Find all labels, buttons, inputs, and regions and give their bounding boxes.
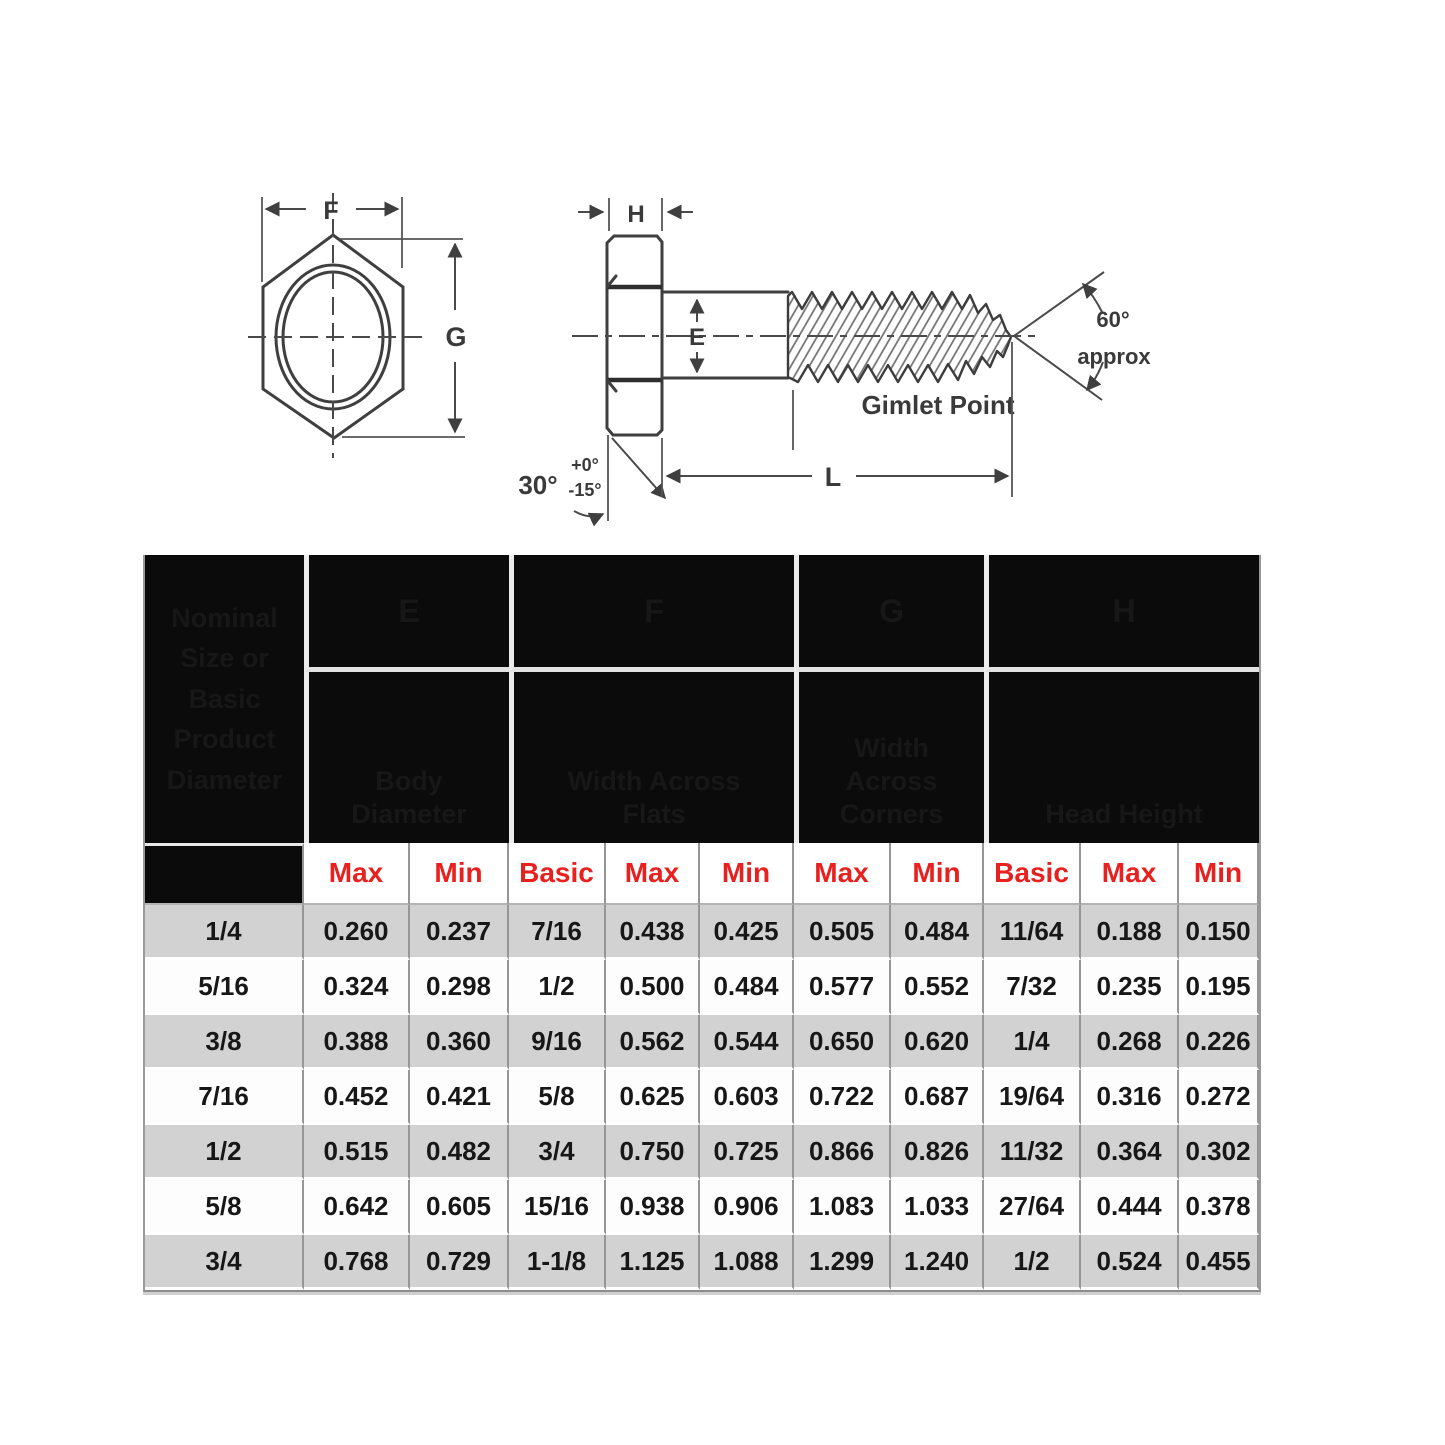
cell-value: 0.237 [410,905,509,960]
cell-value: 0.605 [410,1180,509,1235]
cell-value: 0.650 [794,1015,891,1070]
drawing-canvas [0,0,1445,548]
table-row [145,960,1259,1015]
cell-value: 9/16 [509,1015,606,1070]
cell-value: 0.444 [1081,1180,1179,1235]
cell-value: 0.729 [410,1235,509,1290]
cell-value: 0.378 [1179,1180,1259,1235]
label-60deg: 60° [1096,307,1130,332]
cell-value: 0.552 [891,960,984,1015]
lag-screw-dimension-table [143,555,1261,1292]
cell-value: 0.324 [304,960,410,1015]
cell-value: 0.302 [1179,1125,1259,1180]
cell-value: 0.562 [606,1015,700,1070]
cell-value: 0.195 [1179,960,1259,1015]
table-row [145,1125,1259,1180]
table-row [145,1015,1259,1070]
subheader-f-max: Max [606,843,700,905]
subheader-g-max: Max [794,843,891,905]
corner-header: Nominal Size or Basic Product Diameter [145,555,304,843]
cell-value: 0.768 [304,1235,410,1290]
cell-value: 1.125 [606,1235,700,1290]
cell-value: 11/64 [984,905,1081,960]
dim-H [578,198,693,231]
label-H: H [627,201,645,228]
lag-screw-drawing [0,0,1445,548]
cell-value: 0.620 [891,1015,984,1070]
group-name-width-across-corners: Width Across Corners [794,672,984,843]
label-F: F [323,197,339,225]
group-name-body-diameter: Body Diameter [304,672,509,843]
col-header-G: G [794,555,984,672]
cell-size: 5/16 [145,960,304,1015]
label-E: E [688,324,706,351]
subheader-h-min: Min [1179,843,1259,905]
cell-value: 1.299 [794,1235,891,1290]
cell-size: 3/8 [145,1015,304,1070]
label-tol-plus: +0° [571,455,599,475]
cell-size: 1/2 [145,1125,304,1180]
label-tol-minus: -15° [568,480,602,500]
cell-value: 3/4 [509,1125,606,1180]
cell-value: 7/32 [984,960,1081,1015]
cell-value: 0.188 [1081,905,1179,960]
cell-value: 0.826 [891,1125,984,1180]
cell-value: 0.316 [1081,1070,1179,1125]
cell-value: 0.750 [606,1125,700,1180]
cell-value: 0.226 [1179,1015,1259,1070]
cell-value: 0.235 [1081,960,1179,1015]
header-row-letters [145,555,1259,672]
cell-value: 0.544 [700,1015,794,1070]
cell-value: 7/16 [509,905,606,960]
label-approx: approx [1077,344,1151,369]
dim-E [689,300,705,372]
chamfer-30-callout [518,435,665,521]
subheader-h-basic: Basic [984,843,1081,905]
cell-value: 0.866 [794,1125,891,1180]
cell-value: 0.272 [1179,1070,1259,1125]
screw-side-view [518,198,1151,521]
cell-value: 0.722 [794,1070,891,1125]
cell-value: 0.452 [304,1070,410,1125]
subheader-blank [145,843,304,905]
cell-value: 0.260 [304,905,410,960]
label-G: G [445,322,467,352]
cell-value: 0.388 [304,1015,410,1070]
cell-size: 5/8 [145,1180,304,1235]
cell-value: 0.642 [304,1180,410,1235]
table-row [145,1070,1259,1125]
cell-value: 0.150 [1179,905,1259,960]
subheader-f-min: Min [700,843,794,905]
cell-value: 0.360 [410,1015,509,1070]
cell-value: 0.364 [1081,1125,1179,1180]
subheader-f-basic: Basic [509,843,606,905]
cell-value: 0.484 [891,905,984,960]
cell-value: 1.088 [700,1235,794,1290]
subheader-row [145,843,1259,905]
cell-value: 1/2 [984,1235,1081,1290]
col-header-E: E [304,555,509,672]
cell-size: 3/4 [145,1235,304,1290]
cell-value: 0.687 [891,1070,984,1125]
table-row [145,905,1259,960]
label-30deg: 30° [518,470,558,500]
cell-value: 0.603 [700,1070,794,1125]
group-name-width-across-flats: Width Across Flats [509,672,794,843]
cell-value: 0.577 [794,960,891,1015]
subheader-h-max: Max [1081,843,1179,905]
cell-value: 0.268 [1081,1015,1179,1070]
cell-value: 0.515 [304,1125,410,1180]
cell-value: 0.500 [606,960,700,1015]
subheader-e-min: Min [410,843,509,905]
cell-value: 19/64 [984,1070,1081,1125]
label-L: L [824,462,842,492]
cell-value: 0.725 [700,1125,794,1180]
label-gimlet-point: Gimlet Point [861,390,1015,420]
cell-value: 0.425 [700,905,794,960]
cell-value: 0.438 [606,905,700,960]
cell-value: 0.298 [410,960,509,1015]
cell-value: 0.505 [794,905,891,960]
table-row [145,1180,1259,1235]
cell-value: 0.906 [700,1180,794,1235]
cell-value: 27/64 [984,1180,1081,1235]
cell-size: 1/4 [145,905,304,960]
table-row [145,1235,1259,1290]
cell-value: 0.625 [606,1070,700,1125]
cell-value: 1-1/8 [509,1235,606,1290]
cell-value: 1.033 [891,1180,984,1235]
hex-head-front-view [248,193,467,458]
cell-value: 0.455 [1179,1235,1259,1290]
header-row-names [145,672,1259,843]
cell-value: 0.484 [700,960,794,1015]
col-header-F: F [509,555,794,672]
cell-value: 1/2 [509,960,606,1015]
cell-value: 1/4 [984,1015,1081,1070]
cell-value: 0.482 [410,1125,509,1180]
cell-value: 11/32 [984,1125,1081,1180]
cell-value: 15/16 [509,1180,606,1235]
cell-value: 1.240 [891,1235,984,1290]
cell-size: 7/16 [145,1070,304,1125]
cell-value: 0.938 [606,1180,700,1235]
col-header-H: H [984,555,1259,672]
cell-value: 0.421 [410,1070,509,1125]
cell-value: 5/8 [509,1070,606,1125]
cell-value: 1.083 [794,1180,891,1235]
group-name-head-height: Head Height [984,672,1259,843]
cell-value: 0.524 [1081,1235,1179,1290]
subheader-g-min: Min [891,843,984,905]
subheader-e-max: Max [304,843,410,905]
